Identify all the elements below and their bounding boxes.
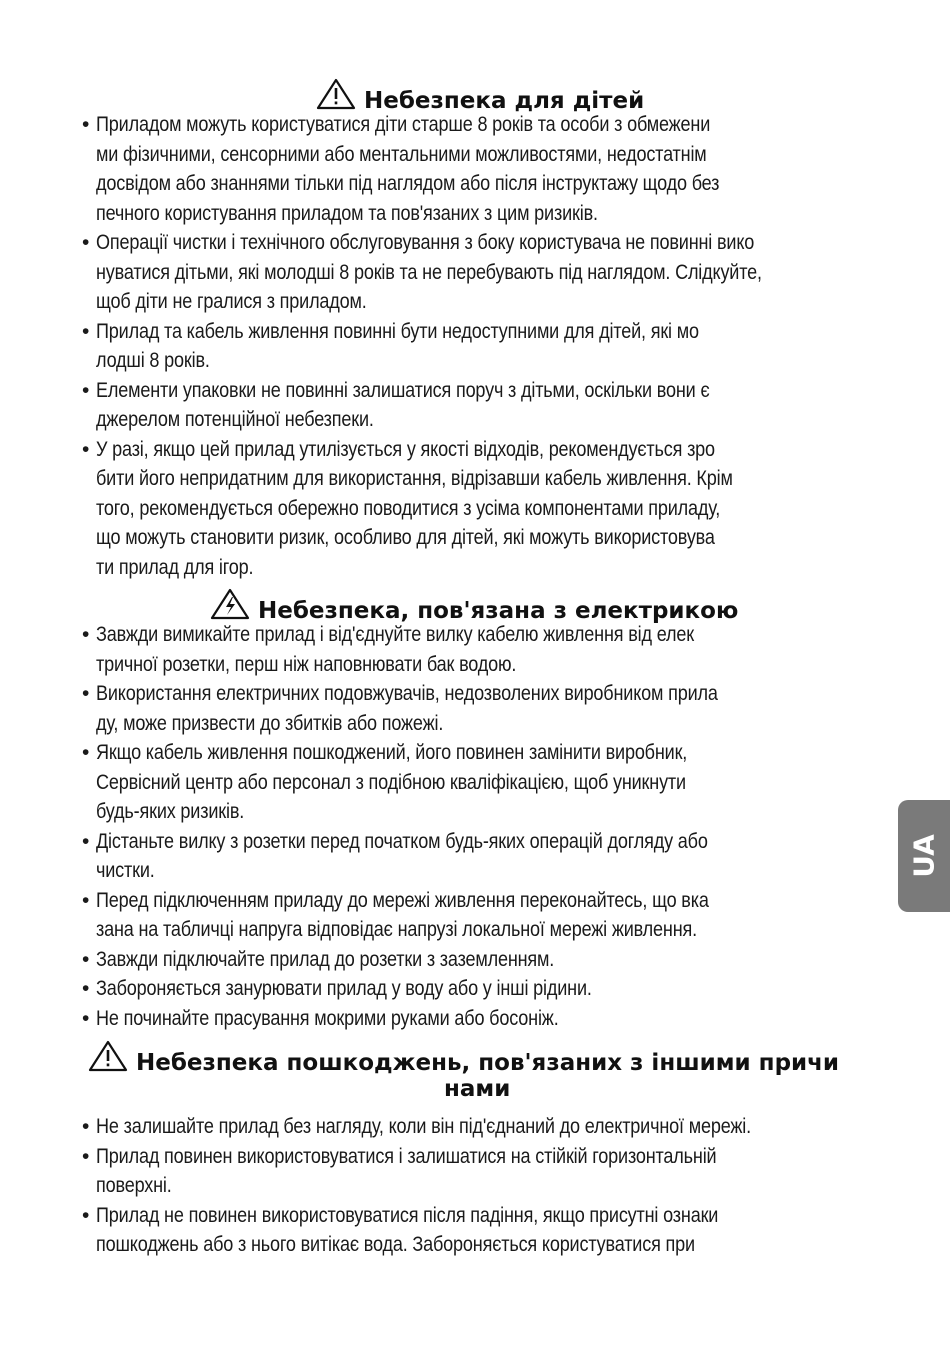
list-item-line: тричної розетки, перш ніж наповнювати бак водою. bbox=[96, 652, 517, 676]
bullet-icon: • bbox=[82, 623, 90, 646]
list-item-line: Забороняється занурювати прилад у воду або у інші рідини. bbox=[96, 977, 592, 1000]
list-item-line: досвідом або знаннями тільки під наглядом або після інструктажу щодо без bbox=[96, 172, 720, 195]
list-item-line: лодші 8 років. bbox=[96, 349, 210, 372]
warning-icon bbox=[88, 1040, 128, 1080]
list-item-line: джерелом потенційної небезпеки. bbox=[96, 408, 374, 431]
list-item-line: зана на табличці напруга відповідає напрузі локальної мережі живлення. bbox=[96, 918, 697, 941]
bullet-icon: • bbox=[82, 947, 90, 971]
bullet-icon: • bbox=[82, 977, 90, 1000]
list-item-line: Завжди вимикайте прилад і від'єднуйте вилку кабелю живлення від елек bbox=[96, 623, 694, 646]
list-item-line: пошкоджень або з нього витікає вода. Забороняється користуватися при bbox=[96, 1233, 695, 1256]
language-tab bbox=[898, 800, 950, 912]
list-item-line: поверхні. bbox=[96, 1174, 172, 1197]
list-item-line: того, рекомендується обережно поводитися з усіма компонентами приладу, bbox=[96, 496, 721, 520]
bullet-icon: • bbox=[82, 113, 90, 136]
list-item-line: Не починайте прасування мокрими руками або босоніж. bbox=[96, 1006, 559, 1030]
list-item-line: щоб діти не гралися з приладом. bbox=[96, 290, 367, 313]
list-item-line: Не залишайте прилад без нагляду, коли він під'єднаний до електричної мережі. bbox=[96, 1115, 751, 1138]
list-item-line: Операції чистки і технічного обслуговування з боку користувача не повинні вико bbox=[96, 231, 755, 254]
list-item-line: Елементи упаковки не повинні залишатися поруч з дітьми, оскільки вони є bbox=[96, 378, 710, 402]
language-tab-label: UA bbox=[907, 834, 941, 878]
section-title-text: Небезпека, пов'язана з електрикою bbox=[258, 598, 739, 624]
list-item-line: чистки. bbox=[96, 859, 155, 882]
list-item-line: Перед підключенням приладу до мережі живлення переконайтесь, що вка bbox=[96, 888, 709, 912]
list-item-line: ти прилад для ігор. bbox=[96, 555, 254, 579]
list-item-line: Використання електричних подовжувачів, недозволених виробником прила bbox=[96, 682, 718, 705]
bullet-icon: • bbox=[82, 231, 90, 254]
list-item-line: У разі, якщо цей прилад утилізується у якості відходів, рекомендується зро bbox=[96, 437, 715, 461]
bullet-icon: • bbox=[82, 829, 90, 853]
list-item-line: що можуть становити ризик, особливо для дітей, які можуть використовува bbox=[96, 526, 715, 549]
list-item-line: Прилад повинен використовуватися і залишатися на стійкій горизонтальній bbox=[96, 1144, 717, 1168]
bullet-icon: • bbox=[82, 741, 90, 764]
bullet-icon: • bbox=[82, 888, 90, 912]
list-item-line: Дістаньте вилку з розетки перед початком будь-яких операцій догляду або bbox=[96, 829, 708, 853]
bullet-icon: • bbox=[82, 1115, 90, 1138]
list-item-line: Прилад та кабель живлення повинні бути недоступними для дітей, які мо bbox=[96, 319, 699, 343]
section-title-text: нами bbox=[444, 1076, 511, 1102]
list-item-line: ми фізичними, сенсорними або ментальними можливостями, недостатнім bbox=[96, 142, 707, 166]
bullet-icon: • bbox=[82, 1203, 90, 1227]
bullet-icon: • bbox=[82, 682, 90, 705]
list-item-line: Якщо кабель живлення пошкоджений, його повинен замінити виробник, bbox=[96, 741, 688, 764]
section-title-text: Небезпека пошкоджень, пов'язаних з іншими причи bbox=[136, 1050, 840, 1076]
list-item-line: будь-яких ризиків. bbox=[96, 800, 245, 823]
list-item-line: Приладом можуть користуватися діти старше 8 років та особи з обмежени bbox=[96, 113, 711, 136]
bullet-icon: • bbox=[82, 319, 90, 343]
list-item-line: печного користування приладом та пов'язаних з цим ризиків. bbox=[96, 201, 598, 225]
list-item-line: нуватися дітьми, які молодші 8 років та не перебувають під наглядом. Слідкуйте, bbox=[96, 260, 762, 284]
bullet-icon: • bbox=[82, 1144, 90, 1168]
list-item-line: ду, може призвести до збитків або пожежі. bbox=[96, 711, 444, 735]
list-item-line: Прилад не повинен використовуватися після падіння, якщо присутні ознаки bbox=[96, 1203, 719, 1227]
bullet-icon: • bbox=[82, 1006, 90, 1030]
bullet-icon: • bbox=[82, 378, 90, 402]
list-item-line: Сервісний центр або персонал з подібною кваліфікацією, щоб уникнути bbox=[96, 770, 686, 794]
bullet-icon: • bbox=[82, 437, 90, 461]
section-title-text: Небезпека для дітей bbox=[364, 88, 645, 114]
list-item-line: Завжди підключайте прилад до розетки з заземленням. bbox=[96, 947, 555, 971]
list-item-line: бити його непридатним для використання, відрізавши кабель живлення. Крім bbox=[96, 467, 733, 490]
section-title-other-line2 bbox=[444, 1074, 510, 1104]
